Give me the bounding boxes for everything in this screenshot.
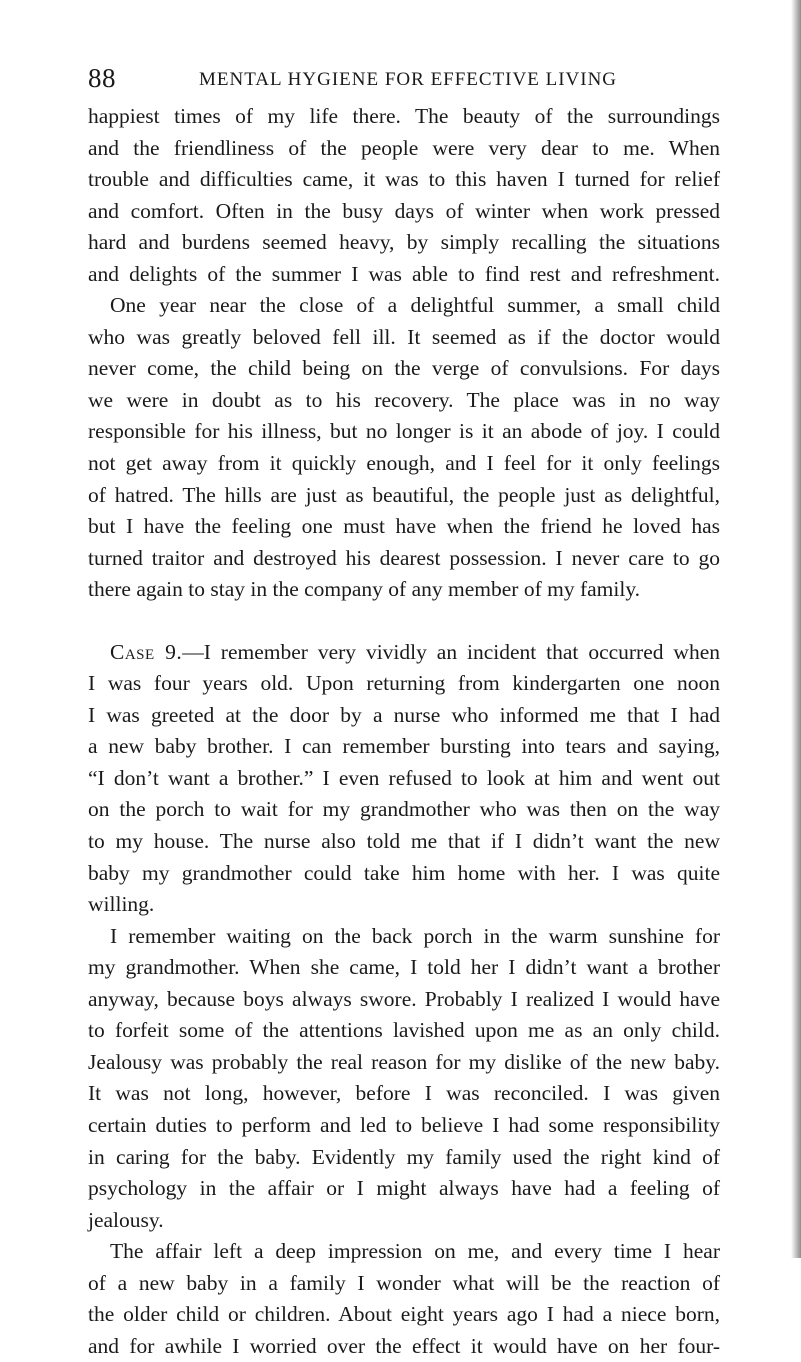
case-first-line: —I remember very vividly an incident that occurred when bbox=[182, 639, 720, 664]
case-paragraph bbox=[88, 637, 720, 921]
page-number: 88 bbox=[88, 63, 116, 93]
page-body bbox=[88, 101, 720, 1362]
text-line: anyway, because boys always swore. Probably I realized I would have bbox=[88, 986, 720, 1011]
text-line: not get away from it quickly enough, and I feel for it only feelings bbox=[88, 451, 720, 476]
text-line: who was greatly beloved fell ill. It seemed as if the doctor would bbox=[88, 324, 720, 349]
text-line: “I don’t want a brother.” I even refused to look at him and went out bbox=[88, 765, 720, 790]
text-line: and the friendliness of the people were very dear to me. When bbox=[88, 135, 720, 160]
text-line: I was greeted at the door by a nurse who informed me that I had bbox=[88, 702, 720, 727]
text-line: but I have the feeling one must have when the friend he loved has bbox=[88, 514, 720, 539]
text-line: I remember waiting on the back porch in the warm sunshine for bbox=[110, 923, 720, 948]
text-line: hard and burdens seemed heavy, by simply recalling the situations bbox=[88, 230, 720, 255]
text-line: jealousy. bbox=[88, 1207, 164, 1232]
text-line: turned traitor and destroyed his dearest possession. I never care to go bbox=[88, 545, 720, 570]
text-line: never come, the child being on the verge of convulsions. For days bbox=[88, 356, 720, 381]
running-title: MENTAL HYGIENE FOR EFFECTIVE LIVING bbox=[199, 69, 618, 90]
text-line: to forfeit some of the attentions lavished upon me as an only child. bbox=[88, 1018, 720, 1043]
case-label: Case 9. bbox=[110, 639, 183, 664]
text-line: the older child or children. About eight years ago I had a niece born, bbox=[88, 1302, 720, 1327]
text-line: and comfort. Often in the busy days of winter when work pressed bbox=[88, 198, 720, 223]
text-line: willing. bbox=[88, 892, 155, 917]
text-line: happiest times of my life there. The beauty of the surroundings bbox=[88, 104, 720, 128]
text-line: of hatred. The hills are just as beautiful, the people just as delightful, bbox=[88, 482, 720, 507]
text-line: my grandmother. When she came, I told her I didn’t want a brother bbox=[88, 955, 720, 980]
paragraph bbox=[88, 290, 720, 605]
text-line: a new baby brother. I can remember bursting into tears and saying, bbox=[88, 734, 720, 759]
paragraph bbox=[88, 1236, 720, 1362]
section-gap bbox=[88, 606, 720, 637]
text-line: certain duties to perform and led to believe I had some responsibility bbox=[88, 1112, 720, 1137]
text-line: Jealousy was probably the real reason for my dislike of the new baby. bbox=[88, 1049, 720, 1074]
text-line: we were in doubt as to his recovery. The place was in no way bbox=[88, 387, 720, 412]
paragraph bbox=[88, 921, 720, 1236]
paragraph bbox=[88, 101, 720, 290]
text-line: trouble and difficulties came, it was to this haven I turned for relief bbox=[88, 167, 720, 192]
text-line: I was four years old. Upon returning from kindergarten one noon bbox=[88, 671, 720, 696]
text-line: psychology in the affair or I might always have had a feeling of bbox=[88, 1176, 720, 1201]
text-line: The affair left a deep impression on me, and every time I hear bbox=[110, 1239, 720, 1264]
text-line: baby my grandmother could take him home with her. I was quite bbox=[88, 860, 720, 885]
text-line: It was not long, however, before I was reconciled. I was given bbox=[88, 1081, 720, 1106]
text-line: One year near the close of a delightful summer, a small child bbox=[110, 293, 720, 318]
text-line: there again to stay in the company of any member of my family. bbox=[88, 577, 641, 602]
text-line: to my house. The nurse also told me that if I didn’t want the new bbox=[88, 829, 720, 854]
text-line: in caring for the baby. Evidently my family used the right kind of bbox=[88, 1144, 720, 1169]
text-line: on the porch to wait for my grandmother who was then on the way bbox=[88, 797, 720, 822]
text-line: of a new baby in a family I wonder what will be the reaction of bbox=[88, 1270, 720, 1295]
text-line bbox=[88, 637, 720, 669]
text-line: and for awhile I worried over the effect it would have on her four- bbox=[88, 1333, 720, 1358]
text-line: and delights of the summer I was able to find rest and refreshment. bbox=[88, 261, 720, 286]
page-edge-shadow bbox=[791, 0, 801, 1258]
text-line: responsible for his illness, but no longer is it an abode of joy. I could bbox=[88, 419, 720, 444]
running-header bbox=[88, 58, 720, 98]
